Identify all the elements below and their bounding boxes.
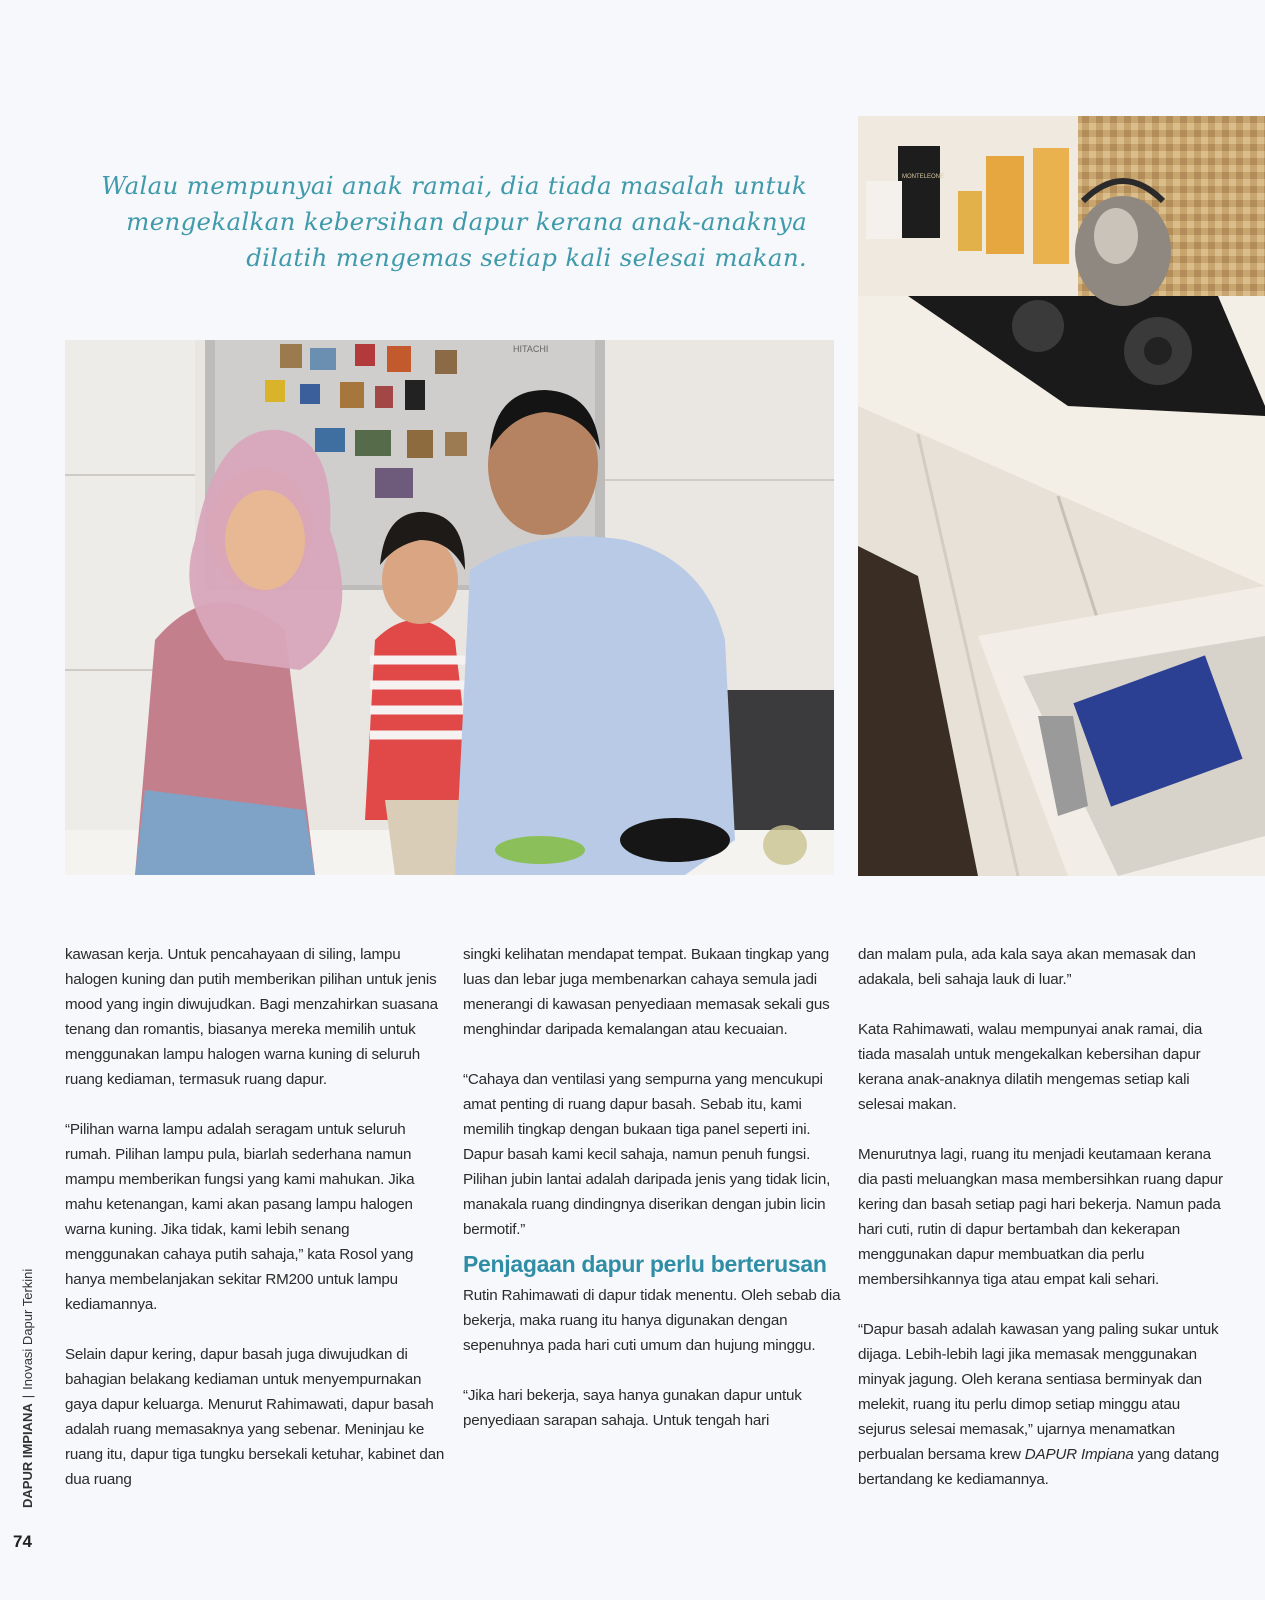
text-column-3 xyxy=(858,942,1230,1492)
kitchen-photo xyxy=(858,116,1265,876)
paragraph: Kata Rahimawati, walau mempunyai anak ramai, dia tiada masalah untuk mengekalkan kebersihan dapur kerana anak-anaknya dilatih mengemas setiap kali selesai makan. xyxy=(858,1021,1203,1113)
separator: | xyxy=(20,1394,35,1399)
section-subheading: Penjagaan dapur perlu berterusan xyxy=(463,1251,827,1277)
pull-quote: Walau mempunyai anak ramai, dia tiada masalah untuk mengekalkan kebersihan dapur kerana anak-anaknya dilatih mengemas setiap kali selesai makan. xyxy=(101,171,807,272)
paragraph: “Cahaya dan ventilasi yang sempurna yang mencukupi amat penting di ruang dapur basah. Sebab itu, kami memilih tingkap dengan bukaan tiga panel seperti ini. Dapur basah kami kecil sahaja, namun penuh fungsi. Pilihan jubin lantai adalah daripada jenis yang tidak licin, manakala ruang dindingnya diserikan dengan jubin licin bermotif.” xyxy=(463,1071,831,1238)
text-column-2 xyxy=(463,942,841,1433)
page-number: 74 xyxy=(13,1532,32,1551)
paragraph: kawasan kerja. Untuk pencahayaan di siling, lampu halogen kuning dan putih memberikan pilihan untuk jenis mood yang ingin diwujudkan. Bagi menzahirkan suasana tenang dan romantis, biasanya mereka memilih untuk menggunakan lampu halogen warna kuning di seluruh ruang kediaman, termasuk ruang dapur. xyxy=(65,946,438,1088)
magazine-name: DAPUR Impiana xyxy=(1024,1446,1134,1463)
paragraph: dan malam pula, ada kala saya akan memasak dan adakala, beli sahaja lauk di luar.” xyxy=(858,946,1196,988)
family-photo xyxy=(65,340,834,875)
paragraph-text: yang datang bertandang ke kediamannya. xyxy=(858,1446,1220,1488)
text-column-1 xyxy=(65,942,445,1492)
kitchen-photo-illustration xyxy=(858,116,1265,876)
paragraph: Menurutnya lagi, ruang itu menjadi keutamaan kerana dia pasti meluangkan masa membersihkan ruang dapur kering dan basah setiap pagi hari bekerja. Namun pada hari cuti, rutin di dapur bertambah dan kekerapan menggunakan dapur membuatkan dia perlu membersihkannya tiga atau empat kali sehari. xyxy=(858,1146,1223,1288)
paragraph: Rutin Rahimawati di dapur tidak menentu. Oleh sebab dia bekerja, maka ruang itu hanya digunakan dengan sepenuhnya pada hari cuti umum dan hujung minggu. xyxy=(463,1287,841,1354)
canister-label: MONTELEONE xyxy=(902,174,945,180)
section-side-label xyxy=(20,1269,35,1508)
fridge-brand: HITACHI xyxy=(513,344,549,354)
paragraph-text: “Dapur basah adalah kawasan yang paling sukar untuk dijaga. Lebih-lebih lagi jika memasak menggunakan minyak jagung. Oleh kerana sentiasa berminyak dan melekit, ruang itu perlu dimop setiap minggu atau sejurus selesai memasak,” ujarnya menamatkan perbualan bersama krew xyxy=(858,1321,1219,1463)
family-photo-illustration xyxy=(65,340,834,875)
paragraph: Selain dapur kering, dapur basah juga diwujudkan di bahagian belakang kediaman untuk menyempurnakan gaya dapur keluarga. Menurut Rahimawati, dapur basah adalah ruang memasaknya yang sebenar. Meninjau ke ruang itu, dapur tiga tungku bersekali ketuhar, kabinet dan dua ruang xyxy=(65,1346,445,1488)
paragraph: singki kelihatan mendapat tempat. Bukaan tingkap yang luas dan lebar juga membenarkan cahaya semula jadi menerangi di kawasan penyediaan memasak sekali gus menghindar daripada kemalangan atau kecuaian. xyxy=(463,946,830,1038)
section-name: DAPUR IMPIANA xyxy=(20,1403,35,1508)
paragraph: “Pilihan warna lampu adalah seragam untuk seluruh rumah. Pilihan lampu pula, biarlah sederhana namun mampu memberikan fungsi yang kami mahukan. Jika mahu ketenangan, kami akan pasang lampu halogen warna kuning. Jika tidak, kami lebih senang menggunakan cahaya putih sahaja,” kata Rosol yang hanya membelanjakan sekitar RM200 untuk lampu kediamannya. xyxy=(65,1121,415,1313)
paragraph: “Jika hari bekerja, saya hanya gunakan dapur untuk penyediaan sarapan sahaja. Untuk tengah hari xyxy=(463,1387,802,1429)
paragraph xyxy=(858,1317,1230,1492)
subsection-name: Inovasi Dapur Terkini xyxy=(20,1268,35,1390)
